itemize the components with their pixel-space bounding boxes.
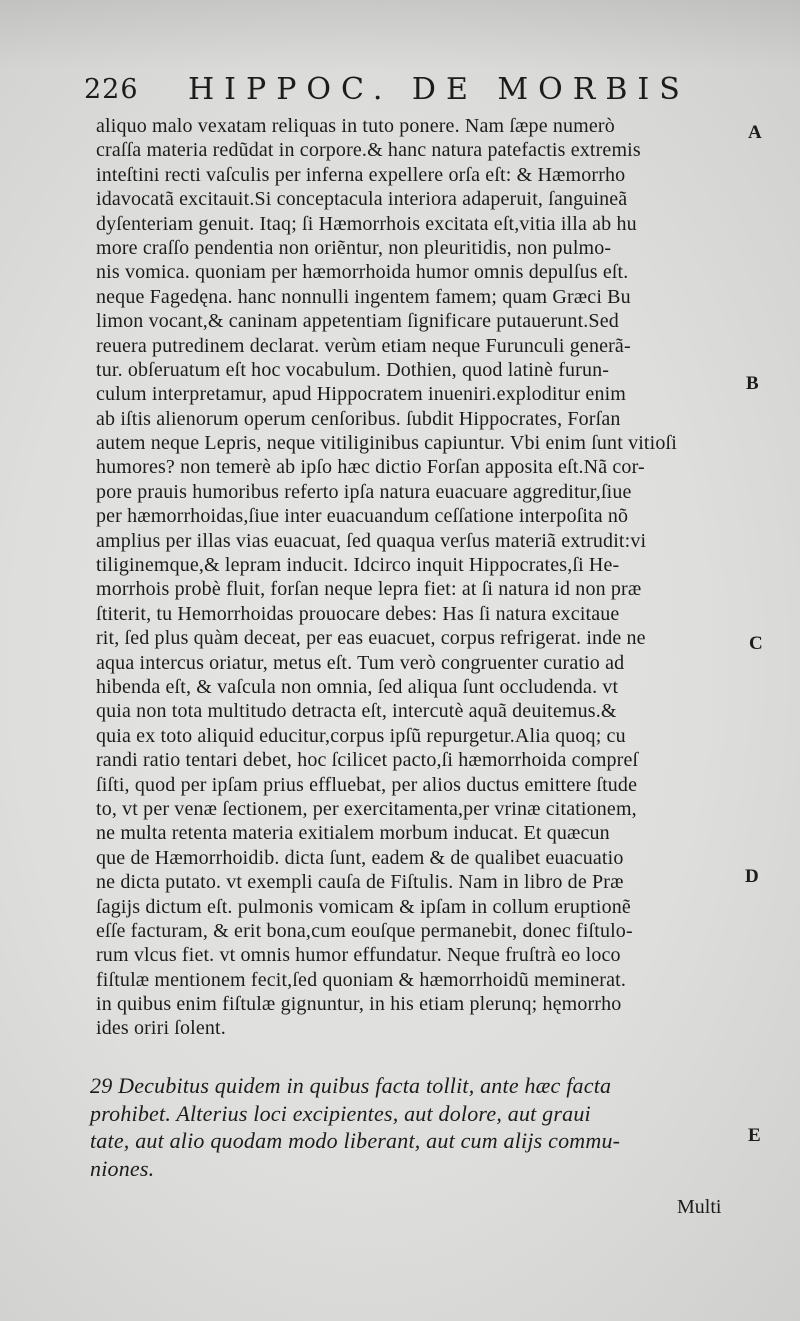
text-line: nis vomica. quoniam per hæmorrhoida humor omnis depulſus eſt. [96,261,629,284]
aphorism-line: niones. [90,1155,155,1181]
text-line: limon vocant,& caninam appetentiam ſignificare putauerunt.Sed [96,310,619,333]
aphorism-line: prohibet. Alterius loci excipientes, aut dolore, aut graui [90,1100,591,1126]
page-header [84,72,690,112]
text-line: ab iſtis alienorum operum cenſoribus. ſubdit Hippocrates, Forſan [96,407,621,430]
text-line: ſiſti, quod per ipſam prius effluebat, per alios ductus emittere ſtude [96,773,638,796]
text-line: inteſtini recti vaſculis per inferna expellere orſa eſt: & Hæmorrho [96,163,626,186]
text-line: rum vlcus fiet. vt omnis humor effundatur. Neque fruſtrà eo loco [96,944,621,967]
text-line: culum interpretamur, apud Hippocratem inueniri.exploditur enim [96,383,627,406]
margin-letter-b: B [746,373,759,394]
text-line: fiſtulæ mentionem fecit,ſed quoniam & hæmorrhoidũ meminerat. [96,968,627,991]
margin-letter-a: A [748,122,762,143]
text-line: tur. obſeruatum eſt hoc vocabulum. Dothien, quod latinè furun- [96,358,610,381]
margin-letter-d: D [745,866,759,887]
page-number: 226 [84,74,139,105]
margin-letter-e: E [748,1125,761,1146]
running-head: HIPPOC. DE MORBIS [188,72,690,107]
text-line: humores? non temerè ab ipſo hæc dictio Forſan apposita eſt.Nã cor- [96,456,645,479]
text-line: ne multa retenta materia exitialem morbum inducat. Et quæcun [96,822,610,845]
bleed-through-shadow [0,0,800,70]
text-line: per hæmorrhoidas,ſiue inter euacuandum ceſſatione interpoſita nõ [96,505,629,528]
text-line: in quibus enim fiſtulæ gignuntur, in his etiam plerunq; hęmorrho [96,993,622,1016]
text-line: more craſſo pendentia non oriẽntur, non pleuritidis, non pulmo- [96,236,612,259]
text-line: idavocatã excitauit.Si conceptacula interiora adaperuit, ſanguineã [96,188,628,211]
text-line: to, vt per venæ ſectionem, per exercitamenta,per vrinæ citationem, [96,797,637,820]
text-line: ſagijs dictum eſt. pulmonis vomicam & ipſam in collum eruptionẽ [96,895,631,918]
text-line: quia non tota multitudo detracta eſt, intercutè aquã deuitemus.& [96,700,617,723]
text-line: ſtiterit, tu Hemorrhoidas prouocare debes: Has ſi natura excitaue [96,602,620,625]
text-line: aqua intercus oriatur, metus eſt. Tum verò congruenter curatio ad [96,651,625,674]
text-line: quia ex toto aliquid educitur,corpus ipſũ repurgetur.Alia quoq; cu [96,724,626,747]
text-line: reuera putredinem declarat. verùm etiam neque Furunculi generã- [96,334,631,357]
text-line: craſſa materia redũdat in corpore.& hanc natura patefactis extremis [96,139,641,162]
text-line: aliquo malo vexatam reliquas in tuto ponere. Nam ſæpe numerò [96,115,615,137]
aphorism-line: tate, aut alio quodam modo liberant, aut cum alijs commu- [90,1128,621,1153]
text-line: dyſenteriam genuit. Itaq; ſi Hæmorrhois excitata eſt,vitia illa ab hu [96,212,637,235]
text-line: amplius per illas vias euacuat, ſed quaqua verſus materiã extrudit:vi [96,529,647,552]
text-line: neque Fagedęna. hanc nonnulli ingentem famem; quam Græci Bu [96,285,631,308]
text-line: eſſe facturam, & erit bona,cum eouſque permanebit, donec fiſtulo- [96,919,633,942]
catchword: Multi [677,1196,722,1218]
text-line: ne dicta putato. vt exempli cauſa de Fiſtulis. Nam in libro de Præ [96,871,624,894]
text-line: hibenda eſt, & vaſcula non omnia, ſed aliqua ſunt occludenda. vt [96,675,619,698]
margin-letter-c: C [749,633,763,654]
text-line: tiliginemque,& lepram inducit. Idcirco inquit Hippocrates,ſi He- [96,554,620,577]
aphorism-text [90,1072,740,1182]
text-line: rit, ſed plus quàm deceat, per eas euacuet, corpus refrigerat. inde ne [96,627,646,650]
aphorism-line: 29 Decubitus quidem in quibus facta tollit, ante hæc facta [90,1073,612,1098]
commentary-text [96,114,746,1041]
text-line: pore prauis humoribus referto ipſa natura euacuare aggreditur,ſiue [96,480,632,503]
text-line: randi ratio tentari debet, hoc ſcilicet pacto,ſi hæmorrhoida compreſ [96,749,639,772]
text-line: morrhois probè fluit, forſan neque lepra fiet: at ſi natura id non præ [96,578,642,601]
text-line: que de Hæmorrhoidib. dicta ſunt, eadem & de qualibet euacuatio [96,846,624,869]
text-line: autem neque Lepris, neque vitiliginibus capiuntur. Vbi enim ſunt vitioſi [96,432,677,455]
text-line: ides oriri ſolent. [96,1017,226,1040]
